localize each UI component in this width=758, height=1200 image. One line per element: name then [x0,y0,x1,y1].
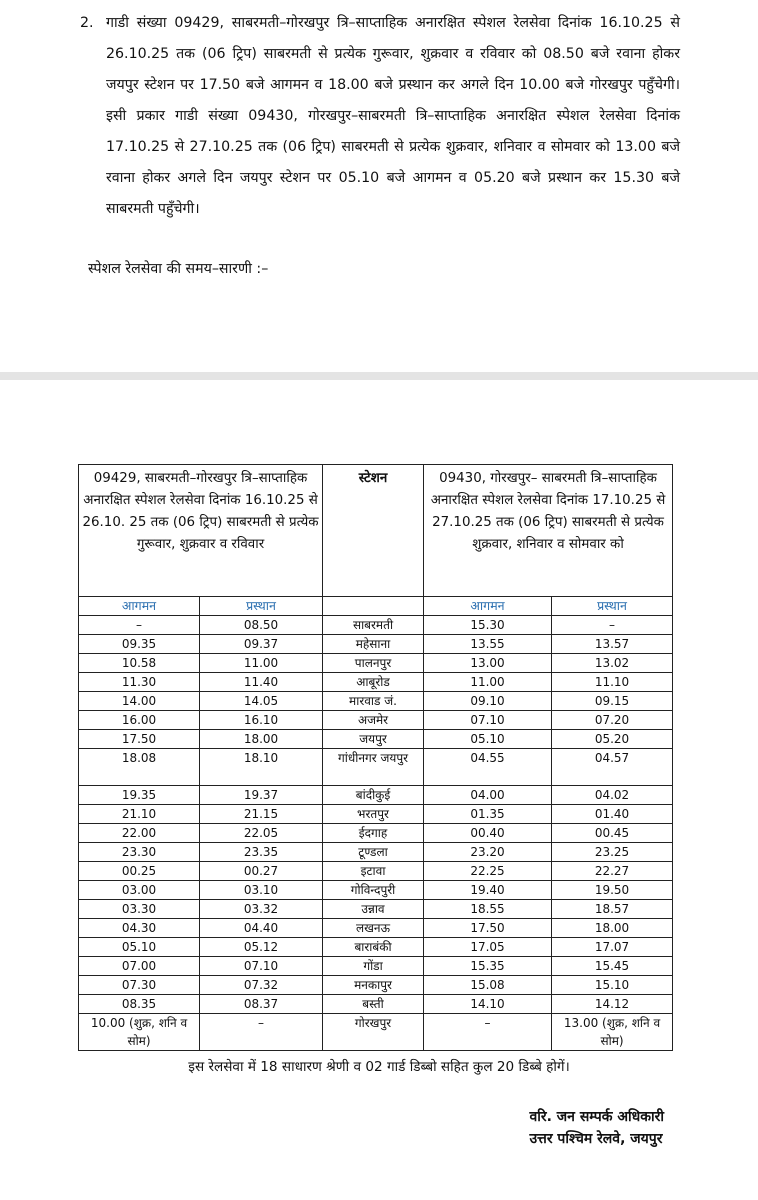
table-row [79,843,673,862]
departure-09429-cell: 09.37 [200,635,323,654]
table-row [79,824,673,843]
arrival-09430-cell: 09.10 [424,692,552,711]
departure-09430-cell: 05.20 [552,730,673,749]
station-name-cell: लखनऊ [323,919,424,938]
table-row [79,654,673,673]
departure-label: प्रस्थान [200,597,323,616]
departure-09430-cell: 13.00 (शुक्र, शनि व सोम) [552,1014,673,1051]
arrival-09430-cell: 07.10 [424,711,552,730]
departure-09429-cell: 23.35 [200,843,323,862]
departure-09430-cell: 18.57 [552,900,673,919]
departure-09429-cell: 07.10 [200,957,323,976]
station-name-cell: साबरमती [323,616,424,635]
arrival-09429-cell: 19.35 [79,786,200,805]
departure-09429-cell: 07.32 [200,976,323,995]
departure-09430-cell: 15.10 [552,976,673,995]
station-name-cell: अजमेर [323,711,424,730]
arrival-09429-cell: 11.30 [79,673,200,692]
document-page-bottom [0,380,758,1200]
arrival-09430-cell: 17.50 [424,919,552,938]
table-row [79,938,673,957]
station-name-cell: महेसाना [323,635,424,654]
departure-09430-cell: 23.25 [552,843,673,862]
arrival-09429-cell: 22.00 [79,824,200,843]
departure-09430-cell: 00.45 [552,824,673,843]
page-separator [0,372,758,380]
departure-09429-cell: 00.27 [200,862,323,881]
departure-09429-cell: 11.40 [200,673,323,692]
station-name-cell: उन्नाव [323,900,424,919]
arrival-09429-cell: 17.50 [79,730,200,749]
table-row [79,900,673,919]
table-row [79,673,673,692]
document-page-top [0,0,758,372]
departure-09429-cell: 03.32 [200,900,323,919]
station-name-cell: गोविन्दपुरी [323,881,424,900]
arrival-09430-cell: 15.35 [424,957,552,976]
table-row [79,862,673,881]
arrival-09429-cell: 07.30 [79,976,200,995]
departure-09429-cell: 08.50 [200,616,323,635]
station-name-cell: टूण्डला [323,843,424,862]
table-row [79,919,673,938]
departure-09430-cell: 13.02 [552,654,673,673]
arrival-09430-cell: 17.05 [424,938,552,957]
arrival-09429-cell: 14.00 [79,692,200,711]
arrival-09430-cell: 13.55 [424,635,552,654]
station-header: स्टेशन [323,465,424,597]
table-row [79,635,673,654]
departure-09429-cell: 04.40 [200,919,323,938]
station-name-cell: बांदीकुई [323,786,424,805]
station-name-cell: ईदगाह [323,824,424,843]
departure-09429-cell: 21.15 [200,805,323,824]
table-row [79,616,673,635]
departure-09429-cell: – [200,1014,323,1051]
station-name-cell: जयपुर [323,730,424,749]
arrival-09430-cell: 15.30 [424,616,552,635]
departure-09429-cell: 05.12 [200,938,323,957]
table-row [79,711,673,730]
departure-09430-cell: – [552,616,673,635]
arrival-label: आगमन [79,597,200,616]
table-row [79,976,673,995]
arrival-09430-cell: 01.35 [424,805,552,824]
arrival-09429-cell: 10.58 [79,654,200,673]
table-row [79,805,673,824]
station-name-cell: गोरखपुर [323,1014,424,1051]
departure-09430-cell: 04.57 [552,749,673,786]
signatory-designation: वरि. जन सम्पर्क अधिकारी [529,1109,664,1125]
departure-09429-cell: 11.00 [200,654,323,673]
arrival-09430-cell: 04.00 [424,786,552,805]
signatory-office: उत्तर पश्चिम रेलवे, जयपुर [529,1131,663,1147]
arrival-09429-cell: 10.00 (शुक्र, शनि व सोम) [79,1014,200,1051]
departure-09429-cell: 16.10 [200,711,323,730]
table-row [79,881,673,900]
station-name-cell: गोंडा [323,957,424,976]
arrival-09430-cell: 11.00 [424,673,552,692]
signature-block [529,1106,664,1150]
arrival-09429-cell: 03.00 [79,881,200,900]
departure-09430-cell: 11.10 [552,673,673,692]
arrival-09430-cell: 18.55 [424,900,552,919]
table-row [79,749,673,786]
arrival-09429-cell: 16.00 [79,711,200,730]
departure-09430-cell: 07.20 [552,711,673,730]
table-row [79,730,673,749]
departure-09430-cell: 01.40 [552,805,673,824]
table-row [79,957,673,976]
arrival-09429-cell: 18.08 [79,749,200,786]
notice-body: गाडी संख्या 09429, साबरमती–गोरखपुर त्रि–साप्ताहिक अनारक्षित स्पेशल रेलसेवा दिनांक 16.10.25 से 26.10.25 तक (06 ट्रिप) साबरमती से प्रत्येक गुरूवार, शुक्रवार व रविवार को 08.50 बजे रवाना होकर जयपुर स्टेशन पर 17.50 बजे आगमन व 18.00 बजे प्रस्थान कर अगले दिन 10.00 बजे गोरखपुर पहुँचेगी। इसी प्रकार गाडी संख्या 09430, गोरखपुर–साबरमती त्रि–साप्ताहिक अनारक्षित स्पेशल रेलसेवा दिनांक 17.10.25 से 27.10.25 तक (06 ट्रिप) साबरमती से प्रत्येक शुक्रवार, शनिवार व सोमवार को 13.00 बजे रवाना होकर अगले दिन जयपुर स्टेशन पर 05.10 बजे आगमन व 05.20 बजे प्रस्थान कर 15.30 बजे साबरमती पहुँचेगी। [106,15,680,217]
departure-09429-cell: 03.10 [200,881,323,900]
departure-09430-cell: 09.15 [552,692,673,711]
arrival-09430-cell: 04.55 [424,749,552,786]
arrival-09430-cell: 22.25 [424,862,552,881]
train-09430-header: 09430, गोरखपुर– साबरमती त्रि–साप्ताहिक अनारक्षित स्पेशल रेलसेवा दिनांक 17.10.25 से 27.10.25 तक (06 ट्रिप) साबरमती से प्रत्येक शुक्रवार, शनिवार व सोमवार को [424,465,673,597]
departure-09430-cell: 04.02 [552,786,673,805]
arrival-09430-cell: 13.00 [424,654,552,673]
departure-09430-cell: 13.57 [552,635,673,654]
departure-09429-cell: 22.05 [200,824,323,843]
arrival-09429-cell: 04.30 [79,919,200,938]
departure-09429-cell: 19.37 [200,786,323,805]
departure-label: प्रस्थान [552,597,673,616]
station-name-cell: गांधीनगर जयपुर [323,749,424,786]
arrival-09429-cell: 00.25 [79,862,200,881]
arrival-label: आगमन [424,597,552,616]
arrival-09429-cell: 21.10 [79,805,200,824]
arrival-09429-cell: – [79,616,200,635]
train-09429-header: 09429, साबरमती–गोरखपुर त्रि–साप्ताहिक अनारक्षित स्पेशल रेलसेवा दिनांक 16.10.25 से 26.10. 25 तक (06 ट्रिप) साबरमती से प्रत्येक गुरूवार, शुक्रवार व रविवार [79,465,323,597]
departure-09429-cell: 08.37 [200,995,323,1014]
arrival-09430-cell: – [424,1014,552,1051]
station-name-cell: बस्ती [323,995,424,1014]
departure-09430-cell: 22.27 [552,862,673,881]
table-row [79,786,673,805]
departure-09430-cell: 19.50 [552,881,673,900]
departure-09430-cell: 14.12 [552,995,673,1014]
arrival-09430-cell: 05.10 [424,730,552,749]
arrival-09429-cell: 05.10 [79,938,200,957]
table-row [79,1014,673,1051]
coach-composition-note: इस रेलसेवा में 18 साधारण श्रेणी व 02 गार्ड डिब्बो सहित कुल 20 डिब्बे होगें। [188,1059,570,1075]
station-name-cell: पालनपुर [323,654,424,673]
station-label-blank [323,597,424,616]
station-name-cell: आबूरोड [323,673,424,692]
timetable-body [79,616,673,1051]
table-row [79,692,673,711]
arrival-09429-cell: 07.00 [79,957,200,976]
arrival-09429-cell: 03.30 [79,900,200,919]
departure-09430-cell: 15.45 [552,957,673,976]
arrival-09430-cell: 00.40 [424,824,552,843]
timetable [78,464,673,1051]
departure-09430-cell: 18.00 [552,919,673,938]
station-name-cell: मनकापुर [323,976,424,995]
timetable-heading: स्पेशल रेलसेवा की समय–सारणी :– [88,261,269,277]
departure-09429-cell: 18.10 [200,749,323,786]
arrival-09429-cell: 08.35 [79,995,200,1014]
station-name-cell: बाराबंकी [323,938,424,957]
arrival-09429-cell: 23.30 [79,843,200,862]
departure-09430-cell: 17.07 [552,938,673,957]
table-row [79,995,673,1014]
arrival-09430-cell: 19.40 [424,881,552,900]
arrival-09429-cell: 09.35 [79,635,200,654]
notice-paragraph [80,8,680,225]
station-name-cell: मारवाड जं. [323,692,424,711]
station-name-cell: भरतपुर [323,805,424,824]
arrival-09430-cell: 14.10 [424,995,552,1014]
station-name-cell: इटावा [323,862,424,881]
departure-09429-cell: 14.05 [200,692,323,711]
departure-09429-cell: 18.00 [200,730,323,749]
arrival-09430-cell: 23.20 [424,843,552,862]
item-number: 2. [80,15,94,31]
arrival-09430-cell: 15.08 [424,976,552,995]
